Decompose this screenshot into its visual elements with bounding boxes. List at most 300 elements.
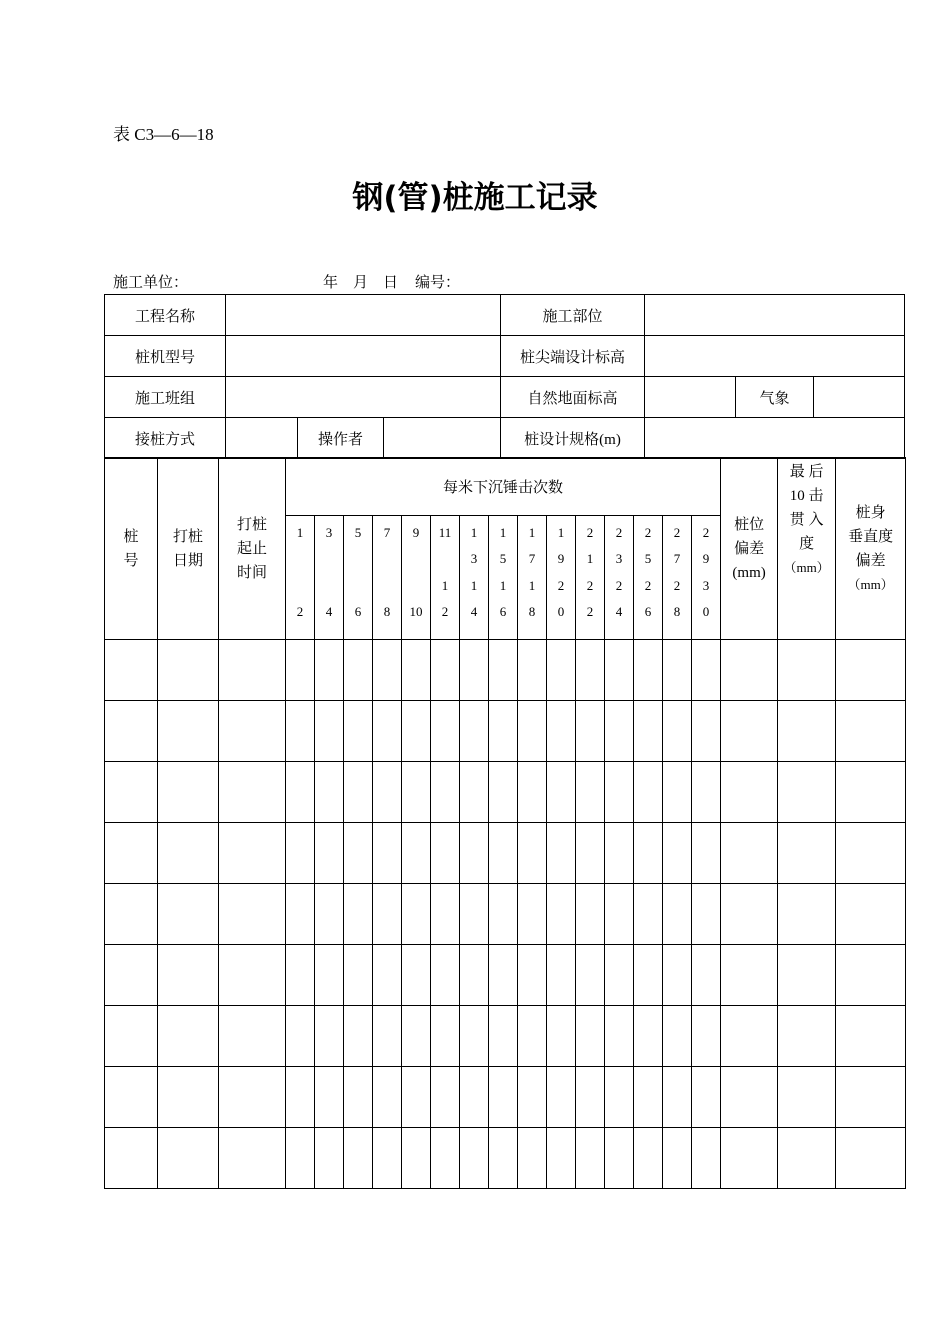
meter-pair-bottom (518, 573, 546, 625)
meter-pair-top (402, 520, 430, 546)
table-cell[interactable] (286, 701, 315, 762)
table-row (105, 823, 906, 884)
meter-pair-bottom (402, 599, 430, 625)
table-cell[interactable] (158, 1006, 219, 1067)
meter-digit: 7 (528, 551, 536, 566)
table-cell[interactable] (663, 701, 692, 762)
table-cell[interactable] (605, 1128, 634, 1189)
table-cell[interactable] (460, 640, 489, 701)
table-cell[interactable] (219, 762, 286, 823)
table-cell[interactable] (402, 701, 431, 762)
weather-field[interactable] (814, 377, 905, 418)
table-cell[interactable] (373, 762, 402, 823)
meter-pair-bottom (692, 573, 720, 625)
meter-pair-header (460, 516, 489, 640)
table-cell[interactable] (489, 1128, 518, 1189)
table-cell[interactable] (663, 1067, 692, 1128)
table-cell[interactable] (286, 640, 315, 701)
table-cell[interactable] (460, 823, 489, 884)
table-cell[interactable] (576, 1006, 605, 1067)
blows-per-meter-header: 每米下沉锤击次数 (286, 458, 721, 516)
table-cell[interactable] (105, 701, 158, 762)
table-cell[interactable] (286, 1128, 315, 1189)
table-cell[interactable] (634, 762, 663, 823)
header-line: 10 击 (789, 488, 824, 504)
table-cell[interactable] (373, 1006, 402, 1067)
meter-pair-header (373, 516, 402, 640)
table-cell[interactable] (721, 701, 778, 762)
table-cell[interactable] (576, 701, 605, 762)
header-line: (mm) (732, 564, 766, 581)
table-cell[interactable] (547, 884, 576, 945)
table-cell[interactable] (286, 884, 315, 945)
table-cell[interactable] (219, 1067, 286, 1128)
table-cell[interactable] (721, 823, 778, 884)
table-cell[interactable] (836, 762, 906, 823)
header-line: 度 (799, 536, 815, 552)
meter-pair-header (344, 516, 373, 640)
table-cell[interactable] (663, 640, 692, 701)
table-cell[interactable] (344, 701, 373, 762)
table-cell[interactable] (431, 1128, 460, 1189)
table-cell[interactable] (634, 640, 663, 701)
table-cell[interactable] (315, 823, 344, 884)
pile-spec-field[interactable] (645, 418, 905, 459)
meter-pair-top (605, 520, 633, 572)
table-cell[interactable] (692, 762, 721, 823)
table-cell[interactable] (576, 1067, 605, 1128)
table-cell[interactable] (219, 701, 286, 762)
table-cell[interactable] (315, 762, 344, 823)
table-cell[interactable] (518, 701, 547, 762)
table-cell[interactable] (344, 884, 373, 945)
meter-pair-bottom (344, 599, 372, 625)
table-cell[interactable] (344, 640, 373, 701)
header-line: 打桩 (236, 516, 267, 533)
table-cell[interactable] (431, 945, 460, 1006)
table-cell[interactable] (105, 945, 158, 1006)
table-row (105, 1128, 906, 1189)
meter-digit: 3 (615, 551, 623, 566)
table-cell[interactable] (373, 945, 402, 1006)
table-cell[interactable] (460, 701, 489, 762)
meter-digit: 1 (499, 578, 507, 593)
meter-pair-top (547, 520, 575, 572)
meter-pair-top (431, 520, 459, 546)
meter-pair-bottom (489, 573, 517, 625)
table-cell[interactable] (692, 1128, 721, 1189)
table-cell[interactable] (402, 762, 431, 823)
table-cell[interactable] (373, 701, 402, 762)
meter-pair-top (663, 520, 691, 572)
table-cell[interactable] (721, 945, 778, 1006)
table-cell[interactable] (518, 823, 547, 884)
table-cell[interactable] (836, 945, 906, 1006)
header-line: 日期 (172, 552, 203, 569)
table-cell[interactable] (344, 1006, 373, 1067)
table-cell[interactable] (692, 884, 721, 945)
table-cell[interactable] (576, 945, 605, 1006)
table-cell[interactable] (489, 1067, 518, 1128)
table-cell[interactable] (402, 1128, 431, 1189)
table-cell[interactable] (315, 945, 344, 1006)
table-cell[interactable] (373, 884, 402, 945)
table-cell[interactable] (721, 640, 778, 701)
table-cell[interactable] (158, 945, 219, 1006)
meter-digit: 8 (673, 604, 681, 619)
table-cell[interactable] (431, 884, 460, 945)
table-cell[interactable] (576, 1128, 605, 1189)
meter-digit: 3 (470, 551, 478, 566)
table-cell[interactable] (836, 1006, 906, 1067)
table-cell[interactable] (605, 701, 634, 762)
table-cell[interactable] (158, 1128, 219, 1189)
construction-part-field[interactable] (645, 295, 905, 336)
table-cell[interactable] (402, 945, 431, 1006)
table-cell[interactable] (158, 640, 219, 701)
table-cell[interactable] (518, 1006, 547, 1067)
table-cell[interactable] (634, 823, 663, 884)
table-cell[interactable] (431, 640, 460, 701)
table-cell[interactable] (576, 823, 605, 884)
table-cell[interactable] (344, 945, 373, 1006)
table-cell[interactable] (315, 1067, 344, 1128)
table-cell[interactable] (692, 1067, 721, 1128)
header-line: 最 后 (789, 464, 824, 480)
table-cell[interactable] (634, 701, 663, 762)
table-cell[interactable] (489, 884, 518, 945)
table-cell[interactable] (460, 884, 489, 945)
table-cell[interactable] (721, 762, 778, 823)
table-cell[interactable] (219, 1006, 286, 1067)
table-cell[interactable] (286, 762, 315, 823)
table-cell[interactable] (518, 1128, 547, 1189)
table-cell[interactable] (158, 884, 219, 945)
meter-pair-header (605, 516, 634, 640)
table-cell[interactable] (721, 1006, 778, 1067)
table-cell[interactable] (105, 762, 158, 823)
table-cell[interactable] (460, 1067, 489, 1128)
table-cell[interactable] (692, 945, 721, 1006)
table-cell[interactable] (605, 945, 634, 1006)
header-line: 打桩 (172, 528, 203, 545)
meter-digit: 5 (499, 551, 507, 566)
table-cell[interactable] (663, 823, 692, 884)
table-cell[interactable] (836, 701, 906, 762)
table-cell[interactable] (158, 762, 219, 823)
table-cell[interactable] (605, 640, 634, 701)
table-cell[interactable] (836, 640, 906, 701)
ground-elev-field[interactable] (645, 377, 736, 418)
table-cell[interactable] (721, 1128, 778, 1189)
meter-digit: 4 (325, 604, 333, 619)
meter-pair-header (576, 516, 605, 640)
table-cell[interactable] (778, 1128, 836, 1189)
table-cell[interactable] (315, 1128, 344, 1189)
meter-digit: 1 (499, 525, 507, 540)
table-cell[interactable] (286, 1006, 315, 1067)
table-cell[interactable] (402, 1006, 431, 1067)
table-cell[interactable] (373, 1067, 402, 1128)
table-cell[interactable] (778, 1006, 836, 1067)
meter-pair-bottom (634, 573, 662, 625)
table-cell[interactable] (663, 762, 692, 823)
table-cell[interactable] (547, 640, 576, 701)
table-cell[interactable] (605, 823, 634, 884)
table-cell[interactable] (460, 945, 489, 1006)
table-cell[interactable] (431, 1006, 460, 1067)
meter-digit: 8 (383, 604, 391, 619)
table-cell[interactable] (692, 823, 721, 884)
meter-digit: 2 (441, 604, 449, 619)
splice-method-field[interactable] (226, 418, 298, 459)
table-cell[interactable] (431, 762, 460, 823)
meter-pair-bottom (431, 573, 459, 625)
table-cell[interactable] (219, 640, 286, 701)
table-cell[interactable] (315, 701, 344, 762)
meter-digit: 1 (586, 551, 594, 566)
table-cell[interactable] (402, 823, 431, 884)
meter-digit: 2 (557, 578, 565, 593)
table-cell[interactable] (778, 1067, 836, 1128)
meter-pair-header (547, 516, 576, 640)
meter-digit: 0 (557, 604, 565, 619)
header-line: 桩位 (734, 516, 765, 533)
table-cell[interactable] (105, 640, 158, 701)
meter-digit: 2 (586, 604, 594, 619)
meter-digit: 1 (470, 578, 478, 593)
meter-pair-bottom (373, 599, 401, 625)
table-cell[interactable] (431, 701, 460, 762)
table-cell[interactable] (402, 884, 431, 945)
table-row (105, 945, 906, 1006)
table-row (105, 640, 906, 701)
table-cell[interactable] (158, 1067, 219, 1128)
table-cell[interactable] (518, 884, 547, 945)
meter-digit: 9 (412, 525, 420, 540)
meter-digit: 2 (673, 578, 681, 593)
meter-digit: 1 (528, 578, 536, 593)
table-cell[interactable] (431, 823, 460, 884)
table-cell[interactable] (460, 1128, 489, 1189)
table-cell[interactable] (778, 823, 836, 884)
table-cell[interactable] (605, 1006, 634, 1067)
table-cell[interactable] (286, 1067, 315, 1128)
table-cell[interactable] (547, 701, 576, 762)
operator-label: 操作者 (298, 418, 384, 459)
table-cell[interactable] (721, 1067, 778, 1128)
table-cell[interactable] (315, 884, 344, 945)
table-cell[interactable] (836, 1128, 906, 1189)
meter-pair-header (489, 516, 518, 640)
meter-digit: 2 (615, 525, 623, 540)
meter-pair-top (692, 520, 720, 572)
table-cell[interactable] (518, 1067, 547, 1128)
table-cell[interactable] (634, 1128, 663, 1189)
table-cell[interactable] (634, 945, 663, 1006)
table-cell[interactable] (105, 1128, 158, 1189)
splice-method-label: 接桩方式 (105, 418, 226, 459)
machine-model-field[interactable] (226, 336, 501, 377)
meter-digit: 2 (586, 525, 594, 540)
table-cell[interactable] (692, 1006, 721, 1067)
table-cell[interactable] (663, 945, 692, 1006)
table-cell[interactable] (286, 823, 315, 884)
table-row (105, 1067, 906, 1128)
table-cell[interactable] (489, 701, 518, 762)
table-cell[interactable] (547, 945, 576, 1006)
operator-field[interactable] (384, 418, 501, 459)
table-cell[interactable] (489, 1006, 518, 1067)
meter-pair-bottom (315, 599, 343, 625)
meter-digit: 4 (470, 604, 478, 619)
meter-digit: 9 (557, 551, 565, 566)
meter-digit: 3 (702, 578, 710, 593)
table-cell[interactable] (663, 884, 692, 945)
table-cell[interactable] (576, 640, 605, 701)
header-line: （mm） (783, 560, 830, 575)
meter-digit: 2 (644, 525, 652, 540)
table-cell[interactable] (373, 823, 402, 884)
table-row (105, 762, 906, 823)
meter-digit: 2 (586, 578, 594, 593)
meter-pair-top (344, 520, 372, 546)
meter-digit: 11 (438, 525, 452, 540)
table-cell[interactable] (344, 1067, 373, 1128)
table-cell[interactable] (518, 640, 547, 701)
table-cell[interactable] (219, 823, 286, 884)
table-row (105, 701, 906, 762)
table-cell[interactable] (778, 762, 836, 823)
table-cell[interactable] (315, 1006, 344, 1067)
meter-digit: 5 (644, 551, 652, 566)
meter-pair-bottom (460, 573, 488, 625)
table-cell[interactable] (431, 1067, 460, 1128)
number-label: 编号： (415, 275, 461, 291)
table-cell[interactable] (489, 762, 518, 823)
table-cell[interactable] (576, 762, 605, 823)
meter-pair-top (576, 520, 604, 572)
table-cell[interactable] (344, 1128, 373, 1189)
table-cell[interactable] (402, 1067, 431, 1128)
table-cell[interactable] (836, 1067, 906, 1128)
meter-pair-header (692, 516, 721, 640)
table-cell[interactable] (105, 884, 158, 945)
table-cell[interactable] (158, 701, 219, 762)
construction-part-label: 施工部位 (501, 295, 645, 336)
table-cell[interactable] (547, 1067, 576, 1128)
project-name-field[interactable] (226, 295, 501, 336)
meter-pair-header (431, 516, 460, 640)
table-cell[interactable] (692, 701, 721, 762)
table-cell[interactable] (489, 640, 518, 701)
table-cell[interactable] (344, 823, 373, 884)
table-cell[interactable] (219, 1128, 286, 1189)
page-title: 钢(管)桩施工记录 (352, 180, 598, 216)
table-cell[interactable] (634, 1067, 663, 1128)
table-cell[interactable] (460, 762, 489, 823)
table-cell[interactable] (778, 640, 836, 701)
table-cell[interactable] (373, 1128, 402, 1189)
table-cell[interactable] (158, 823, 219, 884)
table-cell[interactable] (489, 945, 518, 1006)
table-cell[interactable] (663, 1128, 692, 1189)
table-cell[interactable] (663, 1006, 692, 1067)
meter-pair-bottom (605, 573, 633, 625)
tip-design-elev-field[interactable] (645, 336, 905, 377)
table-cell[interactable] (778, 945, 836, 1006)
table-cell[interactable] (518, 762, 547, 823)
table-cell[interactable] (373, 640, 402, 701)
verticality-dev-header (836, 458, 906, 640)
meter-pair-bottom (286, 599, 314, 625)
meter-pair-top (460, 520, 488, 572)
table-cell[interactable] (836, 823, 906, 884)
table-cell[interactable] (547, 762, 576, 823)
meter-digit: 7 (383, 525, 391, 540)
table-cell[interactable] (692, 640, 721, 701)
info-table (104, 294, 905, 459)
table-cell[interactable] (315, 640, 344, 701)
table-cell[interactable] (605, 1067, 634, 1128)
meter-pair-header (402, 516, 431, 640)
table-cell[interactable] (219, 945, 286, 1006)
crew-field[interactable] (226, 377, 501, 418)
table-row (105, 884, 906, 945)
header-line: 偏差 (855, 552, 886, 569)
meter-digit: 9 (702, 551, 710, 566)
ground-elev-label: 自然地面标高 (501, 377, 645, 418)
table-cell[interactable] (460, 1006, 489, 1067)
table-cell[interactable] (105, 1006, 158, 1067)
table-cell[interactable] (547, 1006, 576, 1067)
table-cell[interactable] (605, 884, 634, 945)
table-cell[interactable] (576, 884, 605, 945)
meter-digit: 6 (499, 604, 507, 619)
meter-digit: 1 (470, 525, 478, 540)
table-cell[interactable] (402, 640, 431, 701)
table-cell[interactable] (344, 762, 373, 823)
meter-pair-bottom (576, 573, 604, 625)
table-cell[interactable] (489, 823, 518, 884)
table-cell[interactable] (634, 884, 663, 945)
header-line: （mm） (847, 576, 894, 592)
table-cell[interactable] (778, 701, 836, 762)
table-cell[interactable] (605, 762, 634, 823)
table-cell[interactable] (518, 945, 547, 1006)
header-line: 贯 入 (789, 512, 824, 528)
table-cell[interactable] (286, 945, 315, 1006)
meter-digit: 2 (615, 578, 623, 593)
meter-digit: 7 (673, 551, 681, 566)
table-cell[interactable] (547, 823, 576, 884)
table-cell[interactable] (105, 1067, 158, 1128)
meter-pair-top (634, 520, 662, 572)
meter-digit: 2 (296, 604, 304, 619)
table-cell[interactable] (634, 1006, 663, 1067)
header-line: 偏差 (734, 540, 765, 557)
table-cell[interactable] (219, 884, 286, 945)
meter-digit: 4 (615, 604, 623, 619)
meter-pair-header (286, 516, 315, 640)
table-cell[interactable] (105, 823, 158, 884)
table-cell[interactable] (721, 884, 778, 945)
form-code: 表 C3—6—18 (113, 125, 214, 144)
table-cell[interactable] (778, 884, 836, 945)
meter-pair-bottom (663, 573, 691, 625)
table-cell[interactable] (836, 884, 906, 945)
table-cell[interactable] (547, 1128, 576, 1189)
